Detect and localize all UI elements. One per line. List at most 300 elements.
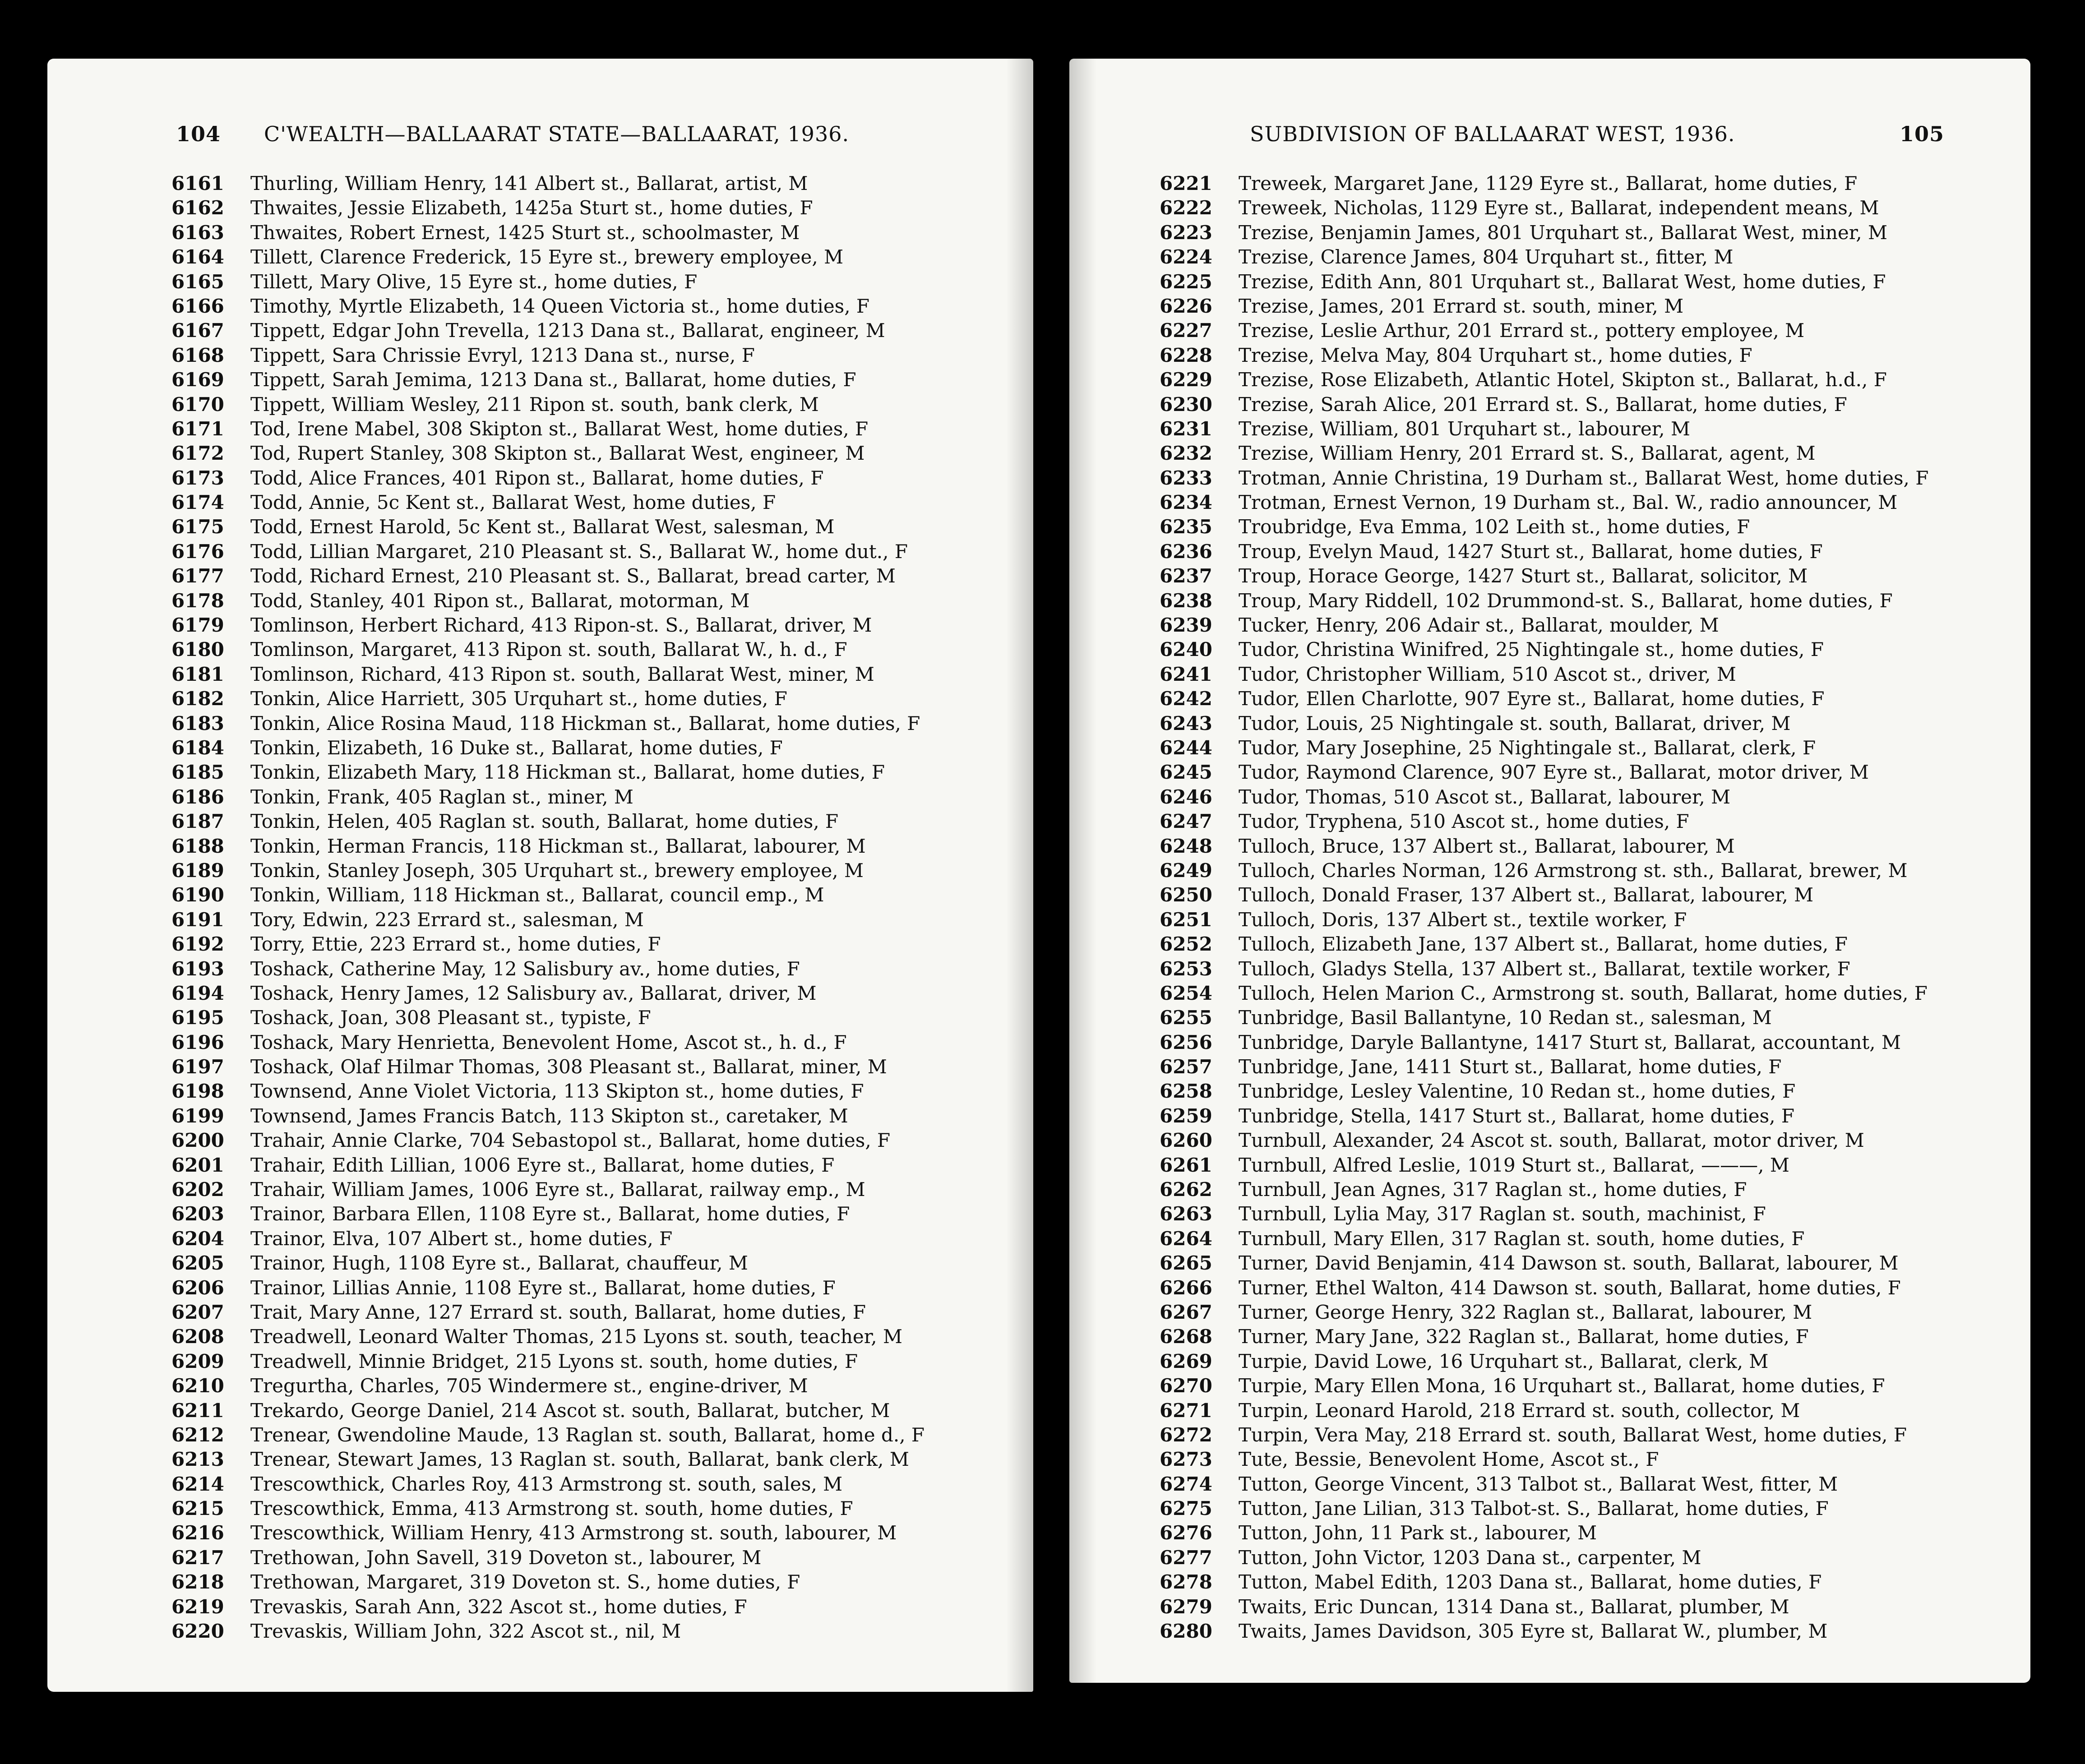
entry-number: 6275 [1160, 1497, 1212, 1520]
roll-entry [74, 1619, 1033, 1644]
roll-entry [74, 1423, 1033, 1447]
entry-text: Thurling, William Henry, 141 Albert st., Ballarat, artist, M [250, 172, 808, 194]
roll-entry [1096, 368, 2030, 392]
roll-entry [74, 1374, 1033, 1398]
entry-text: Trezise, Leslie Arthur, 201 Errard st., pottery employee, M [1239, 319, 1805, 342]
entry-number: 6246 [1160, 785, 1212, 808]
entry-text: Tippett, William Wesley, 211 Ripon st. south, bank clerk, M [250, 393, 819, 416]
entry-text: Turnbull, Alfred Leslie, 1019 Sturt st., Ballarat, ———, M [1239, 1154, 1789, 1176]
entry-text: Tulloch, Helen Marion C., Armstrong st. south, Ballarat, home duties, F [1239, 982, 1928, 1004]
entry-number: 6236 [1160, 540, 1212, 563]
roll-entry [74, 1251, 1033, 1275]
entry-number: 6255 [1160, 1007, 1212, 1029]
entry-number: 6218 [171, 1571, 224, 1593]
entry-text: Troubridge, Eva Emma, 102 Leith st., home duties, F [1239, 516, 1750, 538]
entry-text: Tunbridge, Daryle Ballantyne, 1417 Sturt st, Ballarat, accountant, M [1239, 1031, 1901, 1053]
entry-text: Tudor, Thomas, 510 Ascot st., Ballarat, labourer, M [1239, 785, 1731, 808]
entry-text: Townsend, James Francis Batch, 113 Skipton st., caretaker, M [250, 1104, 848, 1127]
entry-text: Tomlinson, Richard, 413 Ripon st. south, Ballarat West, miner, M [250, 663, 874, 685]
entry-number: 6280 [1160, 1620, 1212, 1643]
entry-text: Tillett, Mary Olive, 15 Eyre st., home duties, F [250, 270, 698, 293]
roll-entry [74, 1300, 1033, 1325]
entry-text: Trescowthick, Emma, 413 Armstrong st. south, home duties, F [250, 1497, 853, 1520]
entry-number: 6220 [171, 1620, 224, 1643]
entry-number: 6272 [1160, 1423, 1212, 1446]
entry-text: Trahair, Annie Clarke, 704 Sebastopol st., Ballarat, home duties, F [250, 1129, 891, 1152]
entry-text: Turnbull, Alexander, 24 Ascot st. south, Ballarat, motor driver, M [1239, 1129, 1864, 1152]
entry-text: Tudor, Tryphena, 510 Ascot st., home duties, F [1239, 810, 1689, 833]
roll-entry [74, 1472, 1033, 1496]
entry-number: 6178 [171, 589, 224, 612]
roll-entry [1096, 1006, 2030, 1030]
roll-entry [1096, 393, 2030, 417]
roll-entry [1096, 1153, 2030, 1178]
entry-text: Tonkin, Helen, 405 Raglan st. south, Ballarat, home duties, F [250, 810, 839, 833]
entry-text: Tudor, Christopher William, 510 Ascot st., driver, M [1239, 663, 1736, 685]
roll-entry [1096, 908, 2030, 932]
entry-text: Trekardo, George Daniel, 214 Ascot st. south, Ballarat, butcher, M [250, 1399, 890, 1422]
roll-entry [1096, 711, 2030, 736]
entry-text: Tulloch, Doris, 137 Albert st., textile worker, F [1239, 908, 1687, 931]
entry-number: 6201 [171, 1154, 224, 1176]
entry-number: 6262 [1160, 1178, 1212, 1201]
entry-number: 6228 [1160, 344, 1212, 366]
entry-number: 6268 [1160, 1325, 1212, 1348]
entry-text: Tudor, Louis, 25 Nightingale st. south, Ballarat, driver, M [1239, 712, 1791, 734]
entry-text: Tippett, Sara Chrissie Evryl, 1213 Dana st., nurse, F [250, 344, 755, 366]
roll-entry [1096, 1128, 2030, 1153]
entry-text: Turner, Ethel Walton, 414 Dawson st. south, Ballarat, home duties, F [1239, 1276, 1901, 1299]
entry-text: Todd, Alice Frances, 401 Ripon st., Ballarat, home duties, F [250, 466, 824, 489]
entry-text: Trotman, Ernest Vernon, 19 Durham st., Bal. W., radio announcer, M [1239, 491, 1898, 514]
entry-number: 6254 [1160, 982, 1212, 1004]
entry-number: 6188 [171, 835, 224, 857]
roll-entry [74, 760, 1033, 785]
roll-entry [74, 564, 1033, 588]
entry-number: 6213 [171, 1448, 224, 1471]
entry-number: 6162 [171, 197, 224, 219]
entry-number: 6205 [171, 1252, 224, 1275]
entry-number: 6270 [1160, 1375, 1212, 1397]
entry-text: Turpin, Leonard Harold, 218 Errard st. south, collector, M [1239, 1399, 1800, 1422]
entry-number: 6200 [171, 1129, 224, 1152]
entry-text: Tudor, Christina Winifred, 25 Nightingale st., home duties, F [1239, 638, 1824, 661]
entry-number: 6257 [1160, 1056, 1212, 1078]
entry-text: Tonkin, Stanley Joseph, 305 Urquhart st., brewery employee, M [250, 859, 864, 882]
roll-entry [74, 466, 1033, 490]
entry-number: 6202 [171, 1178, 224, 1201]
entry-number: 6276 [1160, 1522, 1212, 1544]
running-head [1096, 122, 2030, 171]
entry-list [1096, 171, 2030, 1644]
entry-text: Trainor, Hugh, 1108 Eyre st., Ballarat, chauffeur, M [250, 1252, 748, 1275]
entry-text: Treadwell, Leonard Walter Thomas, 215 Lyons st. south, teacher, M [250, 1325, 902, 1348]
roll-entry [1096, 441, 2030, 466]
entry-text: Trainor, Lillias Annie, 1108 Eyre st., Ballarat, home duties, F [250, 1276, 836, 1299]
roll-entry [74, 957, 1033, 981]
entry-number: 6245 [1160, 761, 1212, 784]
entry-text: Torry, Ettie, 223 Errard st., home duties, F [250, 933, 661, 956]
entry-number: 6181 [171, 663, 224, 685]
roll-entry [1096, 1447, 2030, 1472]
entry-number: 6193 [171, 957, 224, 980]
entry-text: Treweek, Margaret Jane, 1129 Eyre st., Ballarat, home duties, F [1239, 172, 1858, 194]
entry-text: Trezise, Sarah Alice, 201 Errard st. S., Ballarat, home duties, F [1239, 393, 1847, 416]
roll-entry [74, 1276, 1033, 1300]
roll-entry [1096, 1595, 2030, 1619]
entry-text: Tutton, Mabel Edith, 1203 Dana st., Ballarat, home duties, F [1239, 1571, 1822, 1593]
entry-text: Turpie, Mary Ellen Mona, 16 Urquhart st., Ballarat, home duties, F [1239, 1375, 1885, 1397]
entry-number: 6248 [1160, 835, 1212, 857]
entry-text: Tudor, Ellen Charlotte, 907 Eyre st., Ballarat, home duties, F [1239, 688, 1825, 710]
entry-number: 6217 [171, 1546, 224, 1569]
roll-entry [1096, 662, 2030, 687]
roll-entry [74, 785, 1033, 809]
entry-number: 6199 [171, 1104, 224, 1127]
entry-number: 6241 [1160, 663, 1212, 685]
entry-number: 6176 [171, 540, 224, 563]
roll-entry [74, 490, 1033, 515]
entry-number: 6223 [1160, 221, 1212, 244]
running-head-text: SUBDIVISION OF BALLAARAT WEST, 1936. [1250, 122, 1735, 146]
entry-number: 6278 [1160, 1571, 1212, 1593]
roll-entry [1096, 540, 2030, 564]
roll-entry [1096, 270, 2030, 294]
entry-number: 6235 [1160, 516, 1212, 538]
entry-text: Troup, Horace George, 1427 Sturt st., Ballarat, solicitor, M [1239, 565, 1808, 587]
entry-number: 6252 [1160, 933, 1212, 956]
entry-number: 6225 [1160, 270, 1212, 293]
entry-text: Tillett, Clarence Frederick, 15 Eyre st., brewery employee, M [250, 246, 844, 268]
entry-text: Turpin, Vera May, 218 Errard st. south, Ballarat West, home duties, F [1239, 1423, 1907, 1446]
roll-entry [1096, 1619, 2030, 1644]
entry-number: 6190 [171, 884, 224, 906]
roll-entry [74, 1447, 1033, 1472]
entry-number: 6214 [171, 1473, 224, 1495]
entry-text: Trotman, Annie Christina, 19 Durham st., Ballarat West, home duties, F [1239, 466, 1929, 489]
entry-text: Tonkin, Elizabeth, 16 Duke st., Ballarat, home duties, F [250, 736, 783, 759]
entry-text: Tulloch, Charles Norman, 126 Armstrong st. sth., Ballarat, brewer, M [1239, 859, 1908, 882]
entry-text: Toshack, Mary Henrietta, Benevolent Home, Ascot st., h. d., F [250, 1031, 847, 1053]
entry-text: Toshack, Catherine May, 12 Salisbury av., home duties, F [250, 957, 800, 980]
roll-entry [74, 294, 1033, 319]
entry-text: Trezise, Melva May, 804 Urquhart st., home duties, F [1239, 344, 1752, 366]
entry-text: Trezise, William, 801 Urquhart st., labourer, M [1239, 417, 1690, 440]
roll-entry [74, 1079, 1033, 1104]
roll-entry [74, 736, 1033, 760]
entry-number: 6261 [1160, 1154, 1212, 1176]
roll-entry [74, 1546, 1033, 1570]
entry-number: 6230 [1160, 393, 1212, 416]
roll-entry [74, 834, 1033, 859]
entry-number: 6211 [171, 1399, 224, 1422]
entry-number: 6260 [1160, 1129, 1212, 1152]
entry-text: Tulloch, Bruce, 137 Albert st., Ballarat, labourer, M [1239, 835, 1735, 857]
entry-text: Tomlinson, Herbert Richard, 413 Ripon-st. S., Ballarat, driver, M [250, 614, 872, 637]
entry-number: 6279 [1160, 1595, 1212, 1618]
entry-number: 6179 [171, 614, 224, 637]
entry-text: Tudor, Raymond Clarence, 907 Eyre st., Ballarat, motor driver, M [1239, 761, 1869, 784]
roll-entry [1096, 1349, 2030, 1374]
entry-number: 6195 [171, 1007, 224, 1029]
roll-entry [74, 319, 1033, 343]
roll-entry [1096, 1030, 2030, 1055]
entry-number: 6271 [1160, 1399, 1212, 1422]
entry-number: 6167 [171, 319, 224, 342]
entry-text: Tod, Irene Mabel, 308 Skipton st., Ballarat West, home duties, F [250, 417, 869, 440]
entry-number: 6229 [1160, 369, 1212, 391]
entry-number: 6237 [1160, 565, 1212, 587]
entry-number: 6209 [171, 1350, 224, 1372]
roll-entry [1096, 1325, 2030, 1349]
roll-entry [1096, 564, 2030, 588]
roll-entry [1096, 1300, 2030, 1325]
roll-entry [1096, 294, 2030, 319]
entry-number: 6231 [1160, 417, 1212, 440]
roll-entry [74, 1399, 1033, 1423]
roll-entry [74, 1030, 1033, 1055]
entry-number: 6212 [171, 1423, 224, 1446]
entry-number: 6197 [171, 1056, 224, 1078]
entry-text: Tute, Bessie, Benevolent Home, Ascot st., F [1239, 1448, 1659, 1471]
entry-number: 6196 [171, 1031, 224, 1053]
roll-entry [1096, 490, 2030, 515]
entry-list [74, 171, 1033, 1644]
entry-number: 6226 [1160, 295, 1212, 317]
roll-entry [74, 981, 1033, 1006]
entry-number: 6224 [1160, 246, 1212, 268]
entry-number: 6169 [171, 369, 224, 391]
entry-text: Tory, Edwin, 223 Errard st., salesman, M [250, 908, 644, 931]
entry-text: Trevaskis, William John, 322 Ascot st., nil, M [250, 1620, 681, 1643]
roll-entry [1096, 1104, 2030, 1128]
entry-text: Trezise, Rose Elizabeth, Atlantic Hotel, Skipton st., Ballarat, h.d., F [1239, 369, 1887, 391]
entry-number: 6233 [1160, 466, 1212, 489]
running-head-text: C'WEALTH—BALLAARAT STATE—BALLAARAT, 1936. [264, 122, 850, 146]
roll-entry [74, 613, 1033, 637]
entry-number: 6239 [1160, 614, 1212, 637]
entry-text: Trainor, Barbara Ellen, 1108 Eyre st., Ballarat, home duties, F [250, 1203, 850, 1225]
entry-number: 6171 [171, 417, 224, 440]
entry-number: 6221 [1160, 172, 1212, 194]
roll-entry [1096, 1546, 2030, 1570]
roll-entry [1096, 196, 2030, 220]
roll-entry [74, 540, 1033, 564]
entry-text: Trenear, Stewart James, 13 Raglan st. south, Ballarat, bank clerk, M [250, 1448, 909, 1471]
entry-text: Trahair, William James, 1006 Eyre st., Ballarat, railway emp., M [250, 1178, 865, 1201]
entry-number: 6253 [1160, 957, 1212, 980]
entry-text: Tutton, Jane Lilian, 313 Talbot-st. S., Ballarat, home duties, F [1239, 1497, 1829, 1520]
roll-entry [1096, 417, 2030, 441]
roll-entry [1096, 245, 2030, 269]
entry-text: Tonkin, Alice Rosina Maud, 118 Hickman st., Ballarat, home duties, F [250, 712, 920, 734]
roll-entry [1096, 1521, 2030, 1545]
entry-number: 6183 [171, 712, 224, 734]
page-number: 104 [176, 122, 221, 146]
entry-number: 6163 [171, 221, 224, 244]
entry-text: Twaits, Eric Duncan, 1314 Dana st., Ballarat, plumber, M [1239, 1595, 1789, 1618]
roll-entry [74, 515, 1033, 539]
entry-text: Trescowthick, Charles Roy, 413 Armstrong st. south, sales, M [250, 1473, 843, 1495]
entry-text: Todd, Annie, 5c Kent st., Ballarat West, home duties, F [250, 491, 776, 514]
entry-text: Trescowthick, William Henry, 413 Armstrong st. south, labourer, M [250, 1522, 897, 1544]
entry-text: Tunbridge, Lesley Valentine, 10 Redan st., home duties, F [1239, 1080, 1796, 1103]
entry-number: 6251 [1160, 908, 1212, 931]
roll-entry [1096, 981, 2030, 1006]
roll-entry [74, 1227, 1033, 1251]
entry-text: Tonkin, Elizabeth Mary, 118 Hickman st., Ballarat, home duties, F [250, 761, 885, 784]
roll-entry [74, 883, 1033, 907]
left-page [47, 59, 1033, 1692]
entry-text: Twaits, James Davidson, 305 Eyre st, Ballarat W., plumber, M [1239, 1620, 1828, 1643]
entry-text: Turnbull, Mary Ellen, 317 Raglan st. south, home duties, F [1239, 1227, 1805, 1250]
roll-entry [74, 245, 1033, 269]
roll-entry [1096, 785, 2030, 809]
entry-number: 6215 [171, 1497, 224, 1520]
roll-entry [74, 1178, 1033, 1202]
entry-text: Tulloch, Gladys Stella, 137 Albert st., Ballarat, textile worker, F [1239, 957, 1850, 980]
entry-number: 6269 [1160, 1350, 1212, 1372]
entry-text: Tudor, Mary Josephine, 25 Nightingale st., Ballarat, clerk, F [1239, 736, 1816, 759]
entry-number: 6177 [171, 565, 224, 587]
entry-number: 6216 [171, 1522, 224, 1544]
roll-entry [1096, 515, 2030, 539]
entry-text: Tonkin, William, 118 Hickman st., Ballarat, council emp., M [250, 884, 824, 906]
entry-text: Turnbull, Lylia May, 317 Raglan st. south, machinist, F [1239, 1203, 1766, 1225]
roll-entry [1096, 1079, 2030, 1104]
entry-number: 6173 [171, 466, 224, 489]
roll-entry [1096, 589, 2030, 613]
roll-entry [1096, 1227, 2030, 1251]
roll-entry [1096, 809, 2030, 834]
roll-entry [1096, 466, 2030, 490]
entry-number: 6247 [1160, 810, 1212, 833]
entry-text: Thwaites, Robert Ernest, 1425 Sturt st., schoolmaster, M [250, 221, 800, 244]
roll-entry [74, 343, 1033, 368]
roll-entry [1096, 171, 2030, 196]
roll-entry [1096, 1570, 2030, 1594]
roll-entry [1096, 613, 2030, 637]
roll-entry [74, 662, 1033, 687]
entry-text: Trahair, Edith Lillian, 1006 Eyre st., Ballarat, home duties, F [250, 1154, 835, 1176]
roll-entry [74, 1325, 1033, 1349]
roll-entry [74, 393, 1033, 417]
roll-entry [74, 932, 1033, 956]
entry-number: 6164 [171, 246, 224, 268]
entry-text: Trethowan, John Savell, 319 Doveton st., labourer, M [250, 1546, 762, 1569]
entry-text: Trezise, James, 201 Errard st. south, miner, M [1239, 295, 1684, 317]
entry-number: 6161 [171, 172, 224, 194]
roll-entry [74, 1006, 1033, 1030]
entry-number: 6191 [171, 908, 224, 931]
entry-number: 6186 [171, 785, 224, 808]
entry-text: Todd, Richard Ernest, 210 Pleasant st. S., Ballarat, bread carter, M [250, 565, 896, 587]
entry-text: Tod, Rupert Stanley, 308 Skipton st., Ballarat West, engineer, M [250, 442, 865, 465]
entry-number: 6192 [171, 933, 224, 956]
roll-entry [1096, 1276, 2030, 1300]
entry-text: Troup, Evelyn Maud, 1427 Sturt st., Ballarat, home duties, F [1239, 540, 1823, 563]
roll-entry [1096, 859, 2030, 883]
entry-text: Trainor, Elva, 107 Albert st., home duties, F [250, 1227, 673, 1250]
entry-text: Treweek, Nicholas, 1129 Eyre st., Ballarat, independent means, M [1239, 197, 1879, 219]
page-gutter-shadow [1069, 59, 1096, 1683]
entry-number: 6219 [171, 1595, 224, 1618]
entry-text: Tunbridge, Stella, 1417 Sturt st., Ballarat, home duties, F [1239, 1104, 1795, 1127]
roll-entry [74, 171, 1033, 196]
entry-number: 6258 [1160, 1080, 1212, 1103]
roll-entry [74, 1595, 1033, 1619]
entry-number: 6198 [171, 1080, 224, 1103]
entry-text: Tregurtha, Charles, 705 Windermere st., engine-driver, M [250, 1375, 808, 1397]
roll-entry [1096, 1423, 2030, 1447]
roll-entry [74, 441, 1033, 466]
roll-entry [1096, 834, 2030, 859]
entry-number: 6250 [1160, 884, 1212, 906]
entry-number: 6185 [171, 761, 224, 784]
entry-number: 6175 [171, 516, 224, 538]
entry-number: 6273 [1160, 1448, 1212, 1471]
entry-text: Trait, Mary Anne, 127 Errard st. south, Ballarat, home duties, F [250, 1301, 866, 1323]
entry-text: Troup, Mary Riddell, 102 Drummond-st. S., Ballarat, home duties, F [1239, 589, 1893, 612]
entry-number: 6240 [1160, 638, 1212, 661]
entry-number: 6264 [1160, 1227, 1212, 1250]
entry-text: Treadwell, Minnie Bridget, 215 Lyons st. south, home duties, F [250, 1350, 858, 1372]
entry-number: 6168 [171, 344, 224, 366]
roll-entry [74, 1570, 1033, 1594]
entry-text: Trenear, Gwendoline Maude, 13 Raglan st. south, Ballarat, home d., F [250, 1423, 925, 1446]
entry-text: Thwaites, Jessie Elizabeth, 1425a Sturt st., home duties, F [250, 197, 813, 219]
roll-entry [74, 270, 1033, 294]
roll-entry [1096, 343, 2030, 368]
entry-number: 6206 [171, 1276, 224, 1299]
entry-number: 6267 [1160, 1301, 1212, 1323]
entry-number: 6207 [171, 1301, 224, 1323]
roll-entry [74, 1202, 1033, 1226]
entry-number: 6238 [1160, 589, 1212, 612]
roll-entry [1096, 1399, 2030, 1423]
entry-text: Trevaskis, Sarah Ann, 322 Ascot st., home duties, F [250, 1595, 747, 1618]
entry-number: 6189 [171, 859, 224, 882]
entry-text: Toshack, Henry James, 12 Salisbury av., Ballarat, driver, M [250, 982, 817, 1004]
entry-text: Trezise, Benjamin James, 801 Urquhart st., Ballarat West, miner, M [1239, 221, 1887, 244]
entry-number: 6263 [1160, 1203, 1212, 1225]
entry-number: 6243 [1160, 712, 1212, 734]
entry-text: Toshack, Joan, 308 Pleasant st., typiste, F [250, 1007, 651, 1029]
roll-entry [1096, 1374, 2030, 1398]
entry-number: 6170 [171, 393, 224, 416]
entry-text: Trezise, William Henry, 201 Errard st. S., Ballarat, agent, M [1239, 442, 1816, 465]
entry-number: 6277 [1160, 1546, 1212, 1569]
roll-entry [74, 221, 1033, 245]
entry-text: Tutton, George Vincent, 313 Talbot st., Ballarat West, fitter, M [1239, 1473, 1838, 1495]
entry-text: Todd, Ernest Harold, 5c Kent st., Ballarat West, salesman, M [250, 516, 835, 538]
entry-text: Turnbull, Jean Agnes, 317 Raglan st., home duties, F [1239, 1178, 1747, 1201]
entry-number: 6194 [171, 982, 224, 1004]
entry-number: 6234 [1160, 491, 1212, 514]
roll-entry [1096, 319, 2030, 343]
right-page [1069, 59, 2030, 1683]
entry-text: Tomlinson, Margaret, 413 Ripon st. south, Ballarat W., h. d., F [250, 638, 847, 661]
roll-entry [1096, 760, 2030, 785]
roll-entry [74, 687, 1033, 711]
roll-entry [1096, 1496, 2030, 1521]
roll-entry [74, 637, 1033, 662]
entry-text: Tutton, John Victor, 1203 Dana st., carpenter, M [1239, 1546, 1701, 1569]
entry-text: Tonkin, Frank, 405 Raglan st., miner, M [250, 785, 633, 808]
entry-number: 6265 [1160, 1252, 1212, 1275]
roll-entry [1096, 687, 2030, 711]
entry-text: Tulloch, Donald Fraser, 137 Albert st., Ballarat, labourer, M [1239, 884, 1814, 906]
